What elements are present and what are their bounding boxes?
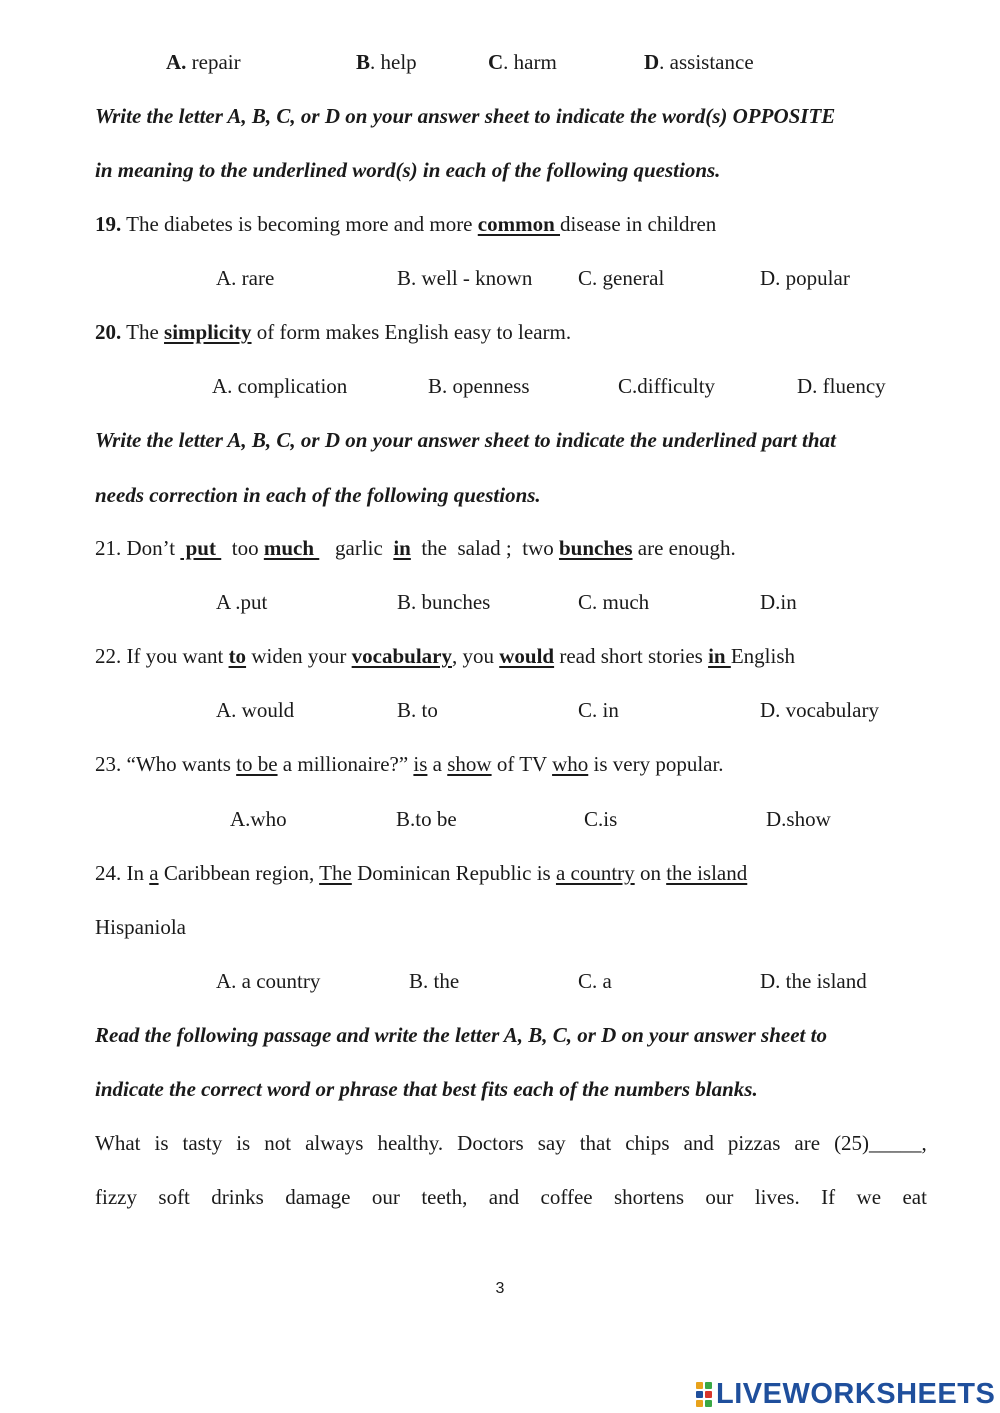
passage-line2: fizzy soft drinks damage our teeth, and coffee shortens our lives. If we eat: [95, 1185, 927, 1209]
passage-instruction-line2: indicate the correct word or phrase that best fits each of the numbers blanks.: [95, 1077, 758, 1101]
logo-block: [705, 1391, 712, 1398]
q19-underlined-word: common: [477, 212, 561, 236]
q18-option-d: D. assistance: [644, 50, 754, 74]
liveworksheets-logo: [696, 1377, 995, 1411]
question-19: 19. The diabetes is becoming more and more common disease in children: [95, 212, 717, 236]
q19-option-c: C. general: [578, 266, 665, 290]
question-24: 24. In a Caribbean region, The Dominican Republic is a country on the island: [95, 861, 748, 885]
q22-option-b: B. to: [397, 698, 438, 722]
correction-instruction-line2: needs correction in each of the following questions.: [95, 483, 541, 507]
passage-instruction-line1: Read the following passage and write the letter A, B, C, or D on your answer sheet to: [95, 1023, 827, 1047]
opposite-instruction-line2: in meaning to the underlined word(s) in each of the following questions.: [95, 158, 721, 182]
q19-option-a: A. rare: [216, 266, 275, 290]
logo-block: [705, 1400, 712, 1407]
q18-option-a: A. repair: [166, 50, 241, 74]
q24-option-b: B. the: [409, 969, 460, 993]
q22-option-d: D. vocabulary: [760, 698, 879, 722]
q23-option-a: A.who: [230, 807, 287, 831]
opposite-instruction-line1: Write the letter A, B, C, or D on your answer sheet to indicate the word(s) OPPOSITE: [95, 104, 836, 128]
q20-option-c: C.difficulty: [618, 374, 716, 398]
q24-option-a: A. a country: [216, 969, 321, 993]
q21-option-c: C. much: [578, 590, 650, 614]
q23-option-d: D.show: [766, 807, 831, 831]
logo-block: [705, 1382, 712, 1389]
question-23: 23. “Who wants to be a millionaire?” is a show of TV who is very popular.: [95, 752, 724, 776]
q20-option-a: A. complication: [212, 374, 348, 398]
question-21: 21. Don’t put too much garlic in the salad ; two bunches are enough.: [95, 536, 736, 560]
q23-option-c: C.is: [584, 807, 618, 831]
correction-instruction-line1: Write the letter A, B, C, or D on your answer sheet to indicate the underlined part that: [95, 428, 836, 452]
liveworksheets-logo-icon: [696, 1382, 712, 1407]
q24-option-d: D. the island: [760, 969, 867, 993]
q20-underlined-word: simplicity: [164, 320, 252, 344]
q18-option-c: C. harm: [488, 50, 557, 74]
logo-block: [696, 1391, 703, 1398]
q20-option-d: D. fluency: [797, 374, 886, 398]
question-20: 20. The simplicity of form makes English easy to learm.: [95, 320, 572, 344]
q21-option-a: A .put: [216, 590, 268, 614]
q23-option-b: B.to be: [396, 807, 457, 831]
passage-line1: What is tasty is not always healthy. Doctors say that chips and pizzas are (25)_____,: [95, 1131, 927, 1155]
logo-text: LIVEWORKSHEETS: [716, 1377, 996, 1410]
logo-block: [696, 1400, 703, 1407]
q20-option-b: B. openness: [428, 374, 530, 398]
q19-option-b: B. well - known: [397, 266, 533, 290]
q22-option-a: A. would: [216, 698, 295, 722]
q21-option-d: D.in: [760, 590, 797, 614]
logo-block: [696, 1382, 703, 1389]
q21-option-b: B. bunches: [397, 590, 491, 614]
q19-option-d: D. popular: [760, 266, 850, 290]
q18-option-b: B. help: [356, 50, 417, 74]
question-22: 22. If you want to widen your vocabulary, you would read short stories in English: [95, 644, 795, 668]
question-24-line2: Hispaniola: [95, 915, 186, 939]
page-number: 3: [495, 1280, 505, 1297]
q22-option-c: C. in: [578, 698, 619, 722]
q24-option-c: C. a: [578, 969, 612, 993]
